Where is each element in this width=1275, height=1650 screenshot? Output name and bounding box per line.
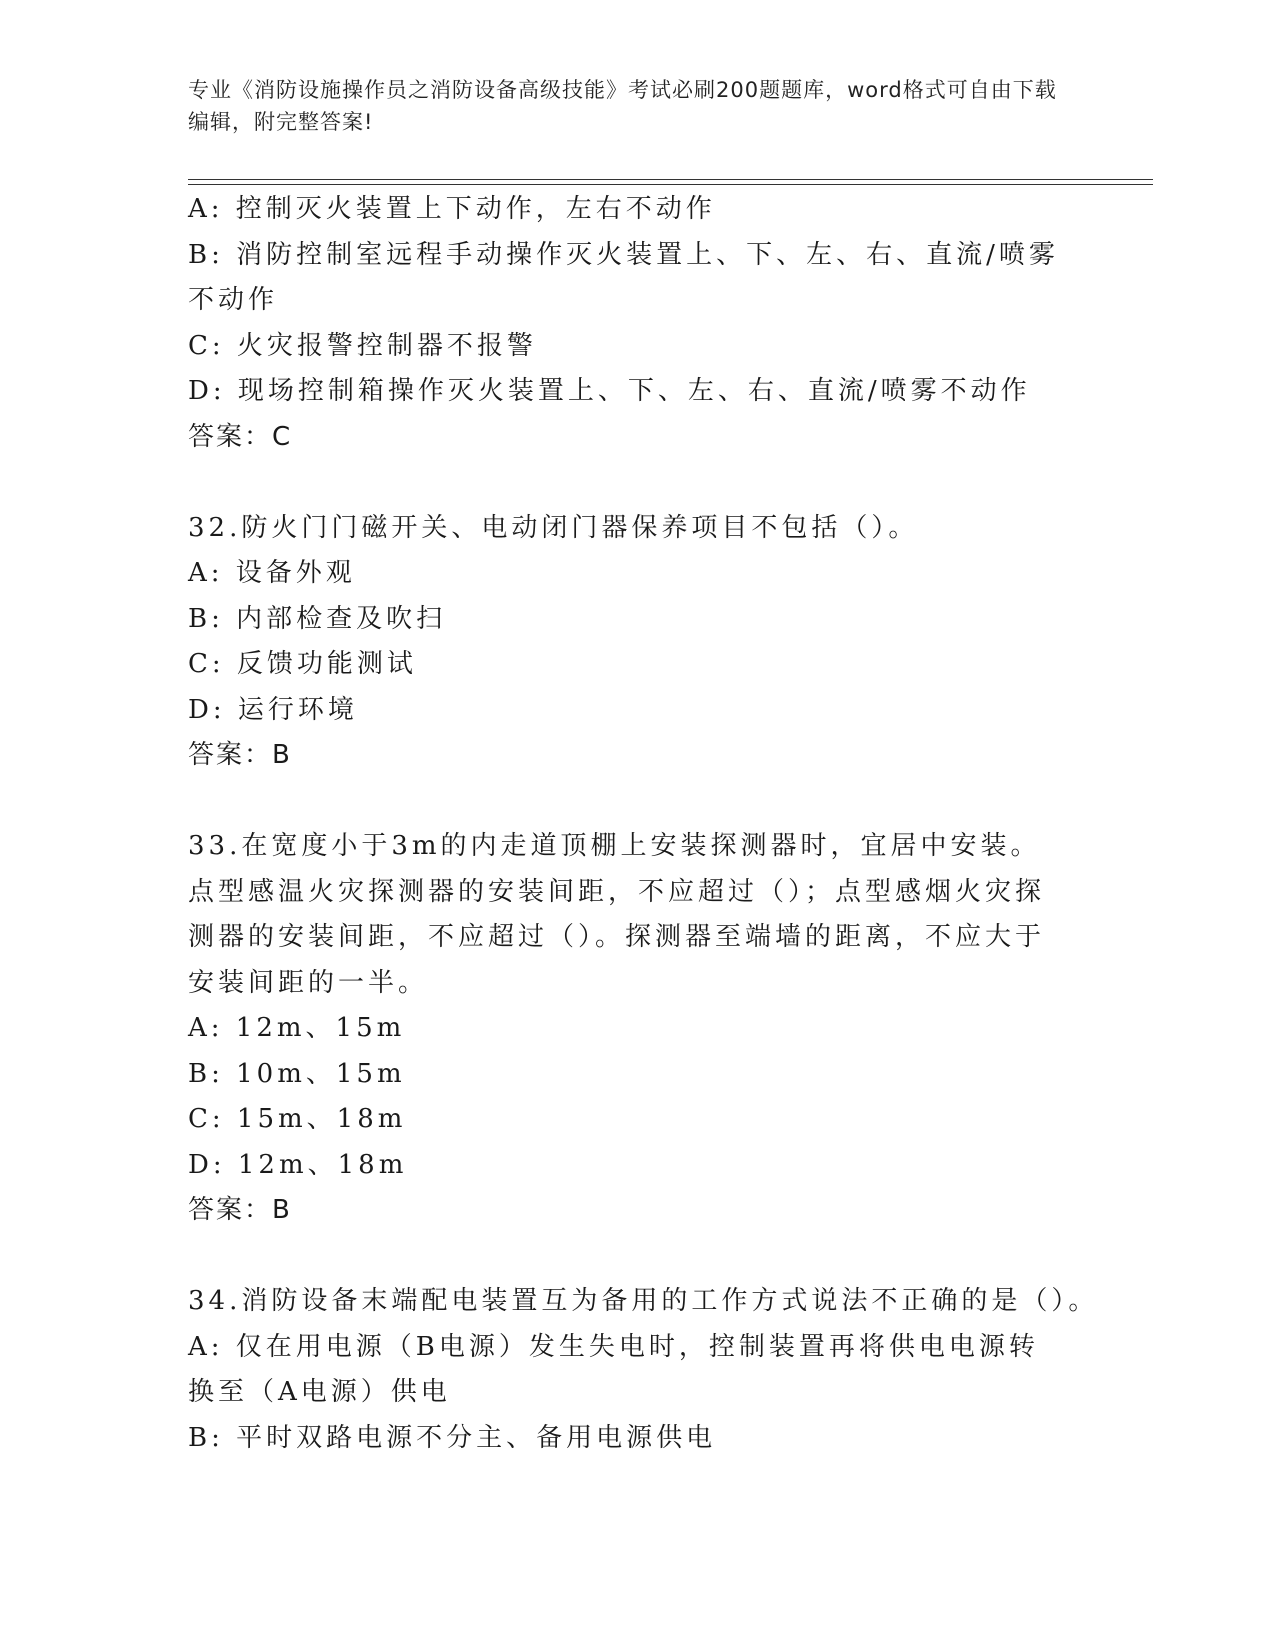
question-31-options bbox=[188, 187, 1068, 460]
option-d: D: 12m、18m bbox=[188, 1149, 408, 1180]
question-text: 32.防火门门磁开关、电动闭门器保养项目不包括（）。 bbox=[188, 512, 919, 543]
option-c: C: 反馈功能测试 bbox=[188, 649, 417, 679]
option-a: A: 12m、15m bbox=[188, 1013, 406, 1043]
answer: 答案：C bbox=[188, 421, 293, 452]
question-32 bbox=[188, 506, 1068, 779]
header-divider-bottom bbox=[188, 184, 1153, 185]
option-c: C: 15m、18m bbox=[188, 1104, 407, 1134]
option-a: A: 控制灭火装置上下动作，左右不动作 bbox=[188, 194, 716, 224]
answer: 答案：B bbox=[188, 1195, 292, 1225]
option-b: B: 消防控制室远程手动操作灭火装置上、下、左、右、直流/喷雾不动作 bbox=[188, 239, 1059, 315]
question-text: 33.在宽度小于3m的内走道顶棚上安装探测器时，宜居中安装。点型感温火灾探测器的安装间距，不应超过（）；点型感烟火灾探测器的安装间距，不应超过（）。探测器至端墙的距离，不应大于安装间距的一半。 bbox=[188, 831, 1046, 998]
spacer bbox=[188, 779, 1068, 825]
spacer bbox=[188, 460, 1068, 506]
header-divider-top bbox=[188, 179, 1153, 180]
option-a: A: 仅在用电源（B电源）发生失电时，控制装置再将供电电源转换至（A电源）供电 bbox=[188, 1331, 1039, 1407]
option-d: D: 现场控制箱操作灭火装置上、下、左、右、直流/喷雾不动作 bbox=[188, 376, 1031, 406]
option-b: B: 10m、15m bbox=[188, 1058, 406, 1089]
spacer bbox=[188, 1234, 1068, 1280]
option-b: B: 内部检查及吹扫 bbox=[188, 603, 447, 634]
question-33 bbox=[188, 824, 1068, 1234]
page-header: 专业《消防设施操作员之消防设备高级技能》考试必刷200题题库，word格式可自由下载编辑，附完整答案! bbox=[188, 78, 1057, 134]
option-d: D: 运行环境 bbox=[188, 694, 358, 725]
question-content bbox=[188, 187, 1099, 1461]
option-b: B: 平时双路电源不分主、备用电源供电 bbox=[188, 1422, 717, 1453]
option-a: A: 设备外观 bbox=[188, 558, 356, 588]
question-34 bbox=[188, 1279, 1099, 1461]
answer: 答案：B bbox=[188, 740, 292, 770]
option-c: C: 火灾报警控制器不报警 bbox=[188, 330, 537, 361]
question-text: 34.消防设备末端配电装置互为备用的工作方式说法不正确的是（）。 bbox=[188, 1286, 1099, 1316]
